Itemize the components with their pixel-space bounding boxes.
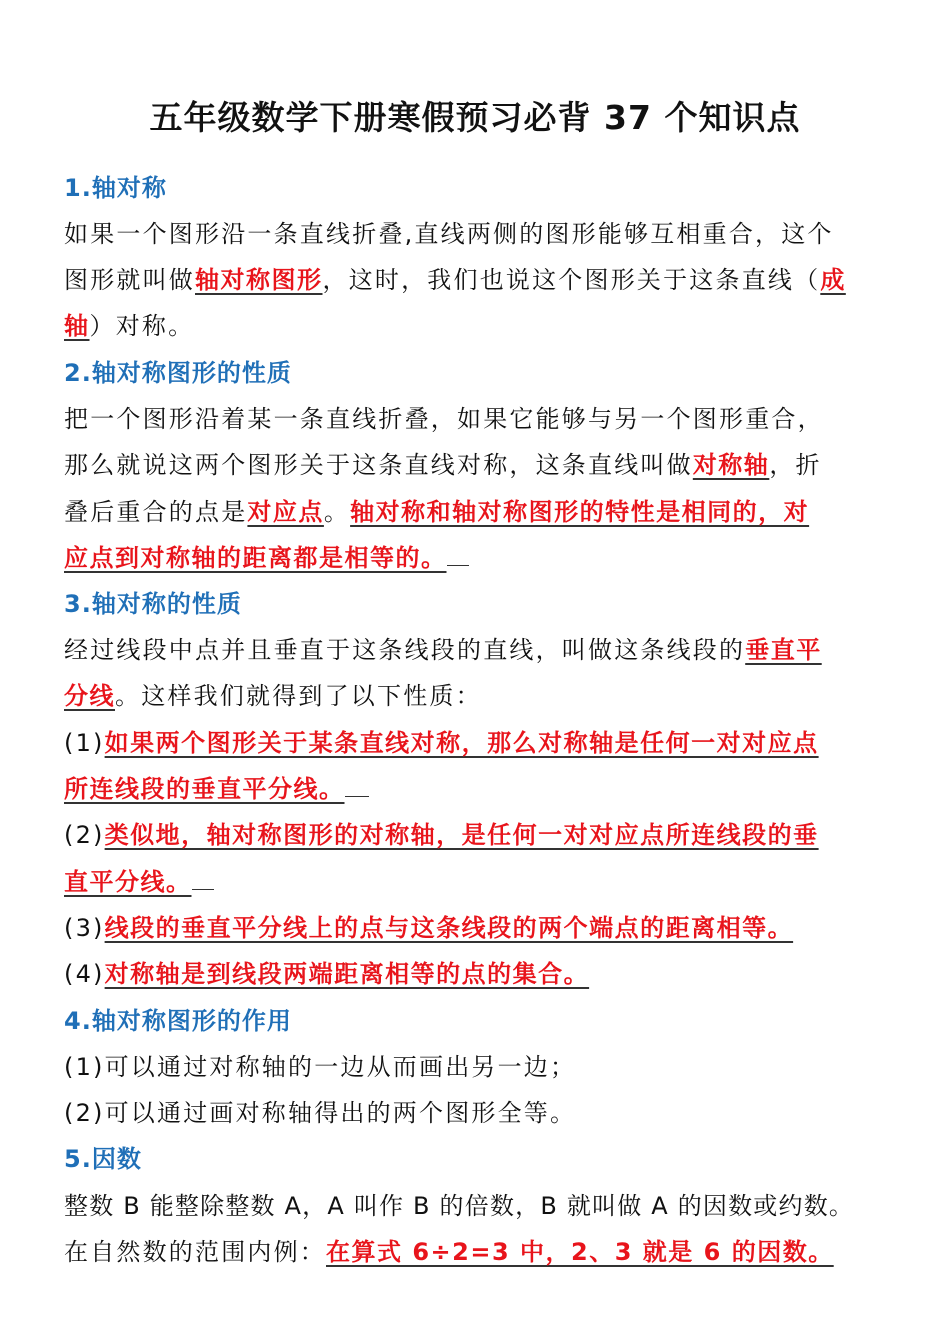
paragraph-line bbox=[64, 310, 894, 342]
paragraph-line bbox=[64, 264, 894, 296]
item-number: (1) bbox=[64, 729, 105, 757]
highlight-term: 分线 bbox=[64, 682, 115, 710]
text-run: ，折 bbox=[769, 451, 822, 479]
paragraph-line bbox=[64, 218, 894, 250]
text-run: ）对称。 bbox=[89, 312, 195, 340]
paragraph-line bbox=[64, 773, 894, 805]
underline-tail bbox=[345, 774, 369, 797]
highlight-term: 对称轴 bbox=[692, 451, 770, 479]
highlight-term: 垂直平 bbox=[745, 636, 822, 664]
text-run: 叠后重合的点是 bbox=[64, 498, 248, 526]
property-item-2 bbox=[64, 819, 894, 851]
section-heading-2: 2.轴对称图形的性质 bbox=[64, 359, 292, 387]
paragraph-line bbox=[64, 542, 894, 574]
paragraph-line bbox=[64, 449, 894, 481]
property-item-3 bbox=[64, 912, 894, 944]
text-run: 。 bbox=[323, 498, 351, 526]
text-run: (1)可以通过对称轴的一边从而画出另一边； bbox=[64, 1053, 577, 1081]
text-run: 把一个图形沿着某一条直线折叠，如果它能够与另一个图形重合， bbox=[64, 405, 824, 433]
text-run: ，这时，我们也说这个图形关于这条直线（ bbox=[322, 266, 821, 294]
list-item bbox=[64, 1051, 894, 1083]
text-run: 如果一个图形沿一条直线折叠,直线两侧的图形能够互相重合，这个 bbox=[64, 220, 834, 248]
section-heading-4: 4.轴对称图形的作用 bbox=[64, 1007, 292, 1035]
item-number: (3) bbox=[64, 914, 105, 942]
text-run: 。这样我们就得到了以下性质： bbox=[115, 682, 482, 710]
property-item-4 bbox=[64, 958, 894, 990]
text-run: 在自然数的范围内例： bbox=[64, 1238, 326, 1266]
paragraph-line bbox=[64, 866, 894, 898]
paragraph-line bbox=[64, 403, 894, 435]
underline-tail bbox=[192, 867, 214, 890]
highlight-term: 轴对称图形 bbox=[195, 266, 323, 294]
list-item bbox=[64, 1097, 894, 1129]
section-heading-5: 5.因数 bbox=[64, 1145, 142, 1173]
page-title: 五年级数学下册寒假预习必背 37 个知识点 bbox=[149, 98, 801, 137]
highlight-sentence: 直平分线。 bbox=[64, 868, 192, 896]
text-run: 整数 B 能整除整数 A，A 叫作 B 的倍数，B 就叫做 A 的因数或约数。 bbox=[64, 1192, 855, 1220]
underline-tail bbox=[447, 543, 469, 566]
highlight-term: 成 bbox=[820, 266, 846, 294]
item-number: (2) bbox=[64, 821, 105, 849]
section-heading-3: 3.轴对称的性质 bbox=[64, 590, 242, 618]
text-run: 那么就说这两个图形关于这条直线对称，这条直线叫做 bbox=[64, 451, 693, 479]
highlight-sentence: 类似地，轴对称图形的对称轴，是任何一对对应点所连线段的垂 bbox=[104, 821, 819, 849]
highlight-sentence: 如果两个图形关于某条直线对称，那么对称轴是任何一对对应点 bbox=[104, 729, 819, 757]
paragraph-line bbox=[64, 680, 894, 712]
paragraph-line bbox=[64, 1236, 894, 1268]
section-heading-1: 1.轴对称 bbox=[64, 174, 167, 202]
text-run: 经过线段中点并且垂直于这条线段的直线，叫做这条线段的 bbox=[64, 636, 746, 664]
highlight-sentence: 所连线段的垂直平分线。 bbox=[64, 775, 345, 803]
text-run: (2)可以通过画对称轴得出的两个图形全等。 bbox=[64, 1099, 577, 1127]
property-item-1 bbox=[64, 727, 894, 759]
highlight-sentence: 应点到对称轴的距离都是相等的。 bbox=[64, 544, 447, 572]
highlight-term: 轴 bbox=[64, 312, 90, 340]
highlight-sentence: 轴对称和轴对称图形的特性是相同的，对 bbox=[350, 498, 810, 526]
paragraph-line bbox=[64, 1190, 894, 1222]
highlight-sentence: 在算式 6÷2=3 中，2、3 就是 6 的因数。 bbox=[326, 1238, 834, 1266]
highlight-term: 对应点 bbox=[247, 498, 324, 526]
item-number: (4) bbox=[64, 960, 105, 988]
paragraph-line bbox=[64, 496, 894, 528]
text-run: 图形就叫做 bbox=[64, 266, 195, 294]
paragraph-line bbox=[64, 634, 894, 666]
highlight-sentence: 对称轴是到线段两端距离相等的点的集合。 bbox=[104, 960, 590, 988]
highlight-sentence: 线段的垂直平分线上的点与这条线段的两个端点的距离相等。 bbox=[104, 914, 794, 942]
